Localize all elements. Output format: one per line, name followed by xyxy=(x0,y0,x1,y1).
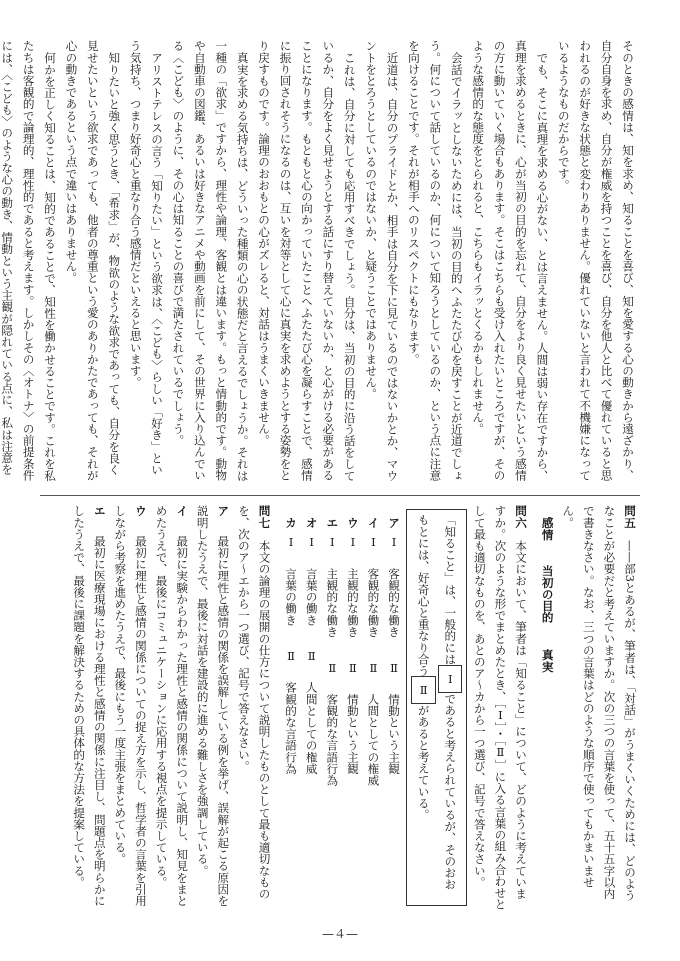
answer-option[interactable] xyxy=(342,505,363,910)
option-text: 最初に実験からわかった理性と感情の関係について説明し、知見をまとめたうえで、最後にコミュニケーションに応用する視点を提示している。 xyxy=(154,505,190,907)
option-numeral: Ⅱ xyxy=(284,648,299,663)
answer-option[interactable] xyxy=(192,505,233,910)
option-numeral: Ⅱ xyxy=(366,660,381,675)
passage-paragraph: 近道は、自分のプライドとか、相手は自分を下に見ているのではないかとか、マウントをとろうとしているのではないか、と疑うことではありません。 xyxy=(364,40,400,481)
option-text: 言葉の働き xyxy=(284,567,299,626)
passage-paragraph: アリストテレスの言う「知りたい」という欲求は、〈こども〉らしい「好き」という気持ち、つまり好奇心と重なり合う感情だといえると思います。 xyxy=(128,40,165,475)
option-numeral: Ⅰ xyxy=(345,535,360,550)
question-text: 本文の論理の展開の仕方について説明したものとして最も適切なものを、次のア〜エから一つ選び、記号で答えなさい。 xyxy=(236,505,272,900)
option-numeral: Ⅱ xyxy=(387,660,402,675)
option-numeral: Ⅱ xyxy=(325,660,340,675)
option-numeral: Ⅰ xyxy=(284,535,299,550)
passage-paragraph: 知りたいと強く思うとき、「希求」が、物欲のような欲求であっても、自分を良く見せたいという欲求であっても、他者の尊重という愛のありかたであっても、それが心の動きであるという点で違いはありません。 xyxy=(64,40,122,481)
question-number: 問五 xyxy=(623,505,637,529)
question-5 xyxy=(537,505,640,910)
option-text: 最初に医療現場における理性と感情の関係に注目し、問題点を明らかにしたうえで、最後に課題を解決するための具体的な方法を提案している。 xyxy=(72,505,107,907)
question-text: ——部3とあるが、筆者は、「対話」がうまくいくためには、どのようなことが必要だと考えていますか。次の三つの言葉を使って、五十五字以内で書きなさい。なお、三つの言葉はどのような順序で使ってもかまいません。 xyxy=(561,505,637,901)
option-label: エ xyxy=(325,516,340,529)
passage-paragraph: 会話でイラッとしないためには、当初の目的へふたたび心を戻すことが近道でしょう。何について話しているのか、何について知ろうとしているのか、という点に注意を向けることです。それが相手へのリスペクトにもなります。 xyxy=(406,40,464,481)
option-label: エ xyxy=(92,505,107,517)
option-numeral: Ⅰ xyxy=(387,535,402,550)
option-label: オ xyxy=(304,516,319,529)
answer-option[interactable] xyxy=(281,505,302,910)
option-label: ア xyxy=(387,516,402,529)
option-text: 客観的な言語行為 xyxy=(325,693,340,786)
option-text: 客観的な働き xyxy=(387,567,402,638)
option-text: 人間としての権威 xyxy=(304,681,319,775)
option-numeral: Ⅱ xyxy=(345,660,360,675)
summary-box xyxy=(406,509,467,906)
passage-paragraph: そのときの感情は、知を求め、知ることを喜び、知を愛する心の動きから遠ざかり、自分自身を求め、自分が権威を持つことを喜び、自分を他人と比べて優れていると思われるのが好きな状態と変わりありません。優れていないと言われて不機嫌になっているようなものだからです。 xyxy=(556,40,635,481)
option-text: 人間としての権威 xyxy=(366,693,381,786)
option-label: ア xyxy=(216,505,231,517)
option-text: 主観的な働き xyxy=(345,567,360,638)
answer-option[interactable] xyxy=(110,505,151,910)
option-label: ウ xyxy=(345,516,360,529)
reading-passage xyxy=(0,40,638,485)
blank-slot-1: Ⅰ xyxy=(438,665,463,693)
passage-paragraph: 何かを正しく知ることは、知的であることで、知性を働かせることです。これを私たちは客観的で論理的、理性的であると考えます。しかしその〈オトナ〉の前提条件には、〈こども〉のような心の動き、情動という主観が隠れている点に、私は注意を xyxy=(0,40,58,481)
option-text: 情動という主観 xyxy=(345,693,360,775)
option-text: 主観的な働き xyxy=(325,567,340,638)
questions-section xyxy=(28,505,640,910)
option-text: 情動という主観 xyxy=(387,693,402,775)
blank-slot-2: Ⅱ xyxy=(411,676,436,704)
keyword: 当初の目的 xyxy=(540,565,555,624)
answer-option[interactable] xyxy=(151,505,192,910)
question-number: 問七 xyxy=(257,505,272,529)
page-number: —４— xyxy=(321,927,358,941)
option-text: 最初に理性と感情の関係についての捉え方を示し、哲学者の言葉を引用しながら考察を進めたうえで、最後にもう一度主張をまとめている。 xyxy=(113,505,148,907)
option-label: イ xyxy=(366,516,381,529)
option-numeral: Ⅰ xyxy=(325,535,340,550)
question-number: 問六 xyxy=(514,505,529,529)
passage-paragraph: これは、自分に対しても応用すべきでしょう。自分は、当初の目的に沿う話をしているか、自分をよく見せようとする話にすり替えていないか、と心がける必要があることになります。もともと心の向かっていたことへふたたび心を凝らすことで、感情に振り回されそうになるのは、互いを対等として心に真実を求めようとする姿勢をとり戻すものです。論理のおおもとの心がズレると、対話はうまくいきません。 xyxy=(257,40,357,481)
answer-option[interactable] xyxy=(301,505,322,910)
section-divider xyxy=(40,495,640,496)
summary-text: であると考えられているが、そのおおもとには、好奇心と重なり合う xyxy=(416,514,458,891)
summary-text: 「知ること」は、一般的には xyxy=(443,514,458,665)
question-text: 本文において、筆者は「知ること」について、どのように考えていますか。次のような形でまとめたとき、［Ⅰ］・［Ⅱ］に入る言葉の組み合わせとして最も適切なものを、あとのア〜カから一つ選び、記号で答えなさい。 xyxy=(472,505,529,910)
option-numeral: Ⅱ xyxy=(304,648,319,663)
answer-option[interactable] xyxy=(322,505,343,910)
option-numeral: Ⅰ xyxy=(366,535,381,550)
passage-paragraph: 真実を求める気持ちは、どういった種類の心の状態だと言えるでしょうか。それは一種の「欲求」ですから、理性や論理、客観とは違います。もっと情動的です。動物や自動車の図鑑、あるいは好きなアニメや動画を前にして、その世界に入り込んでいる〈こども〉のように、その心は知ることの喜びで満たされているでしょう。 xyxy=(171,40,250,481)
keyword-list xyxy=(537,505,558,910)
option-label: イ xyxy=(175,505,190,517)
option-text: 客観的な働き xyxy=(366,567,381,638)
question-7 xyxy=(69,505,275,910)
answer-option[interactable] xyxy=(69,505,110,910)
option-label: カ xyxy=(284,516,299,529)
answer-option[interactable] xyxy=(363,505,384,910)
option-label: ウ xyxy=(133,505,148,517)
keyword: 真実 xyxy=(540,648,555,673)
passage-paragraph: でも、そこに真理を求める心がない、とは言えません。人間は弱い存在ですから、真理を求めるときに、心が当初の目的を忘れて、自分をより良く見せたいという感情の方に動いていく場合もあります。そこはこちらも受け入れたいところですが、そのような感情的な態度をとられると、こちらもイラッとくるかもしれません。 xyxy=(471,40,550,481)
option-text: 客観的な言語行為 xyxy=(284,681,299,775)
summary-text: があると考えている。 xyxy=(416,704,431,821)
question-6 xyxy=(281,505,532,910)
option-numeral: Ⅰ xyxy=(304,535,319,550)
option-text: 最初に理性と感情の関係を誤解している例を挙げ、誤解が起こる原因を説明したうえで、最後に対話を建設的に進める難しさを強調している。 xyxy=(195,505,231,907)
answer-option[interactable] xyxy=(383,505,404,910)
option-text: 言葉の働き xyxy=(304,567,319,626)
keyword: 感情 xyxy=(540,516,555,540)
